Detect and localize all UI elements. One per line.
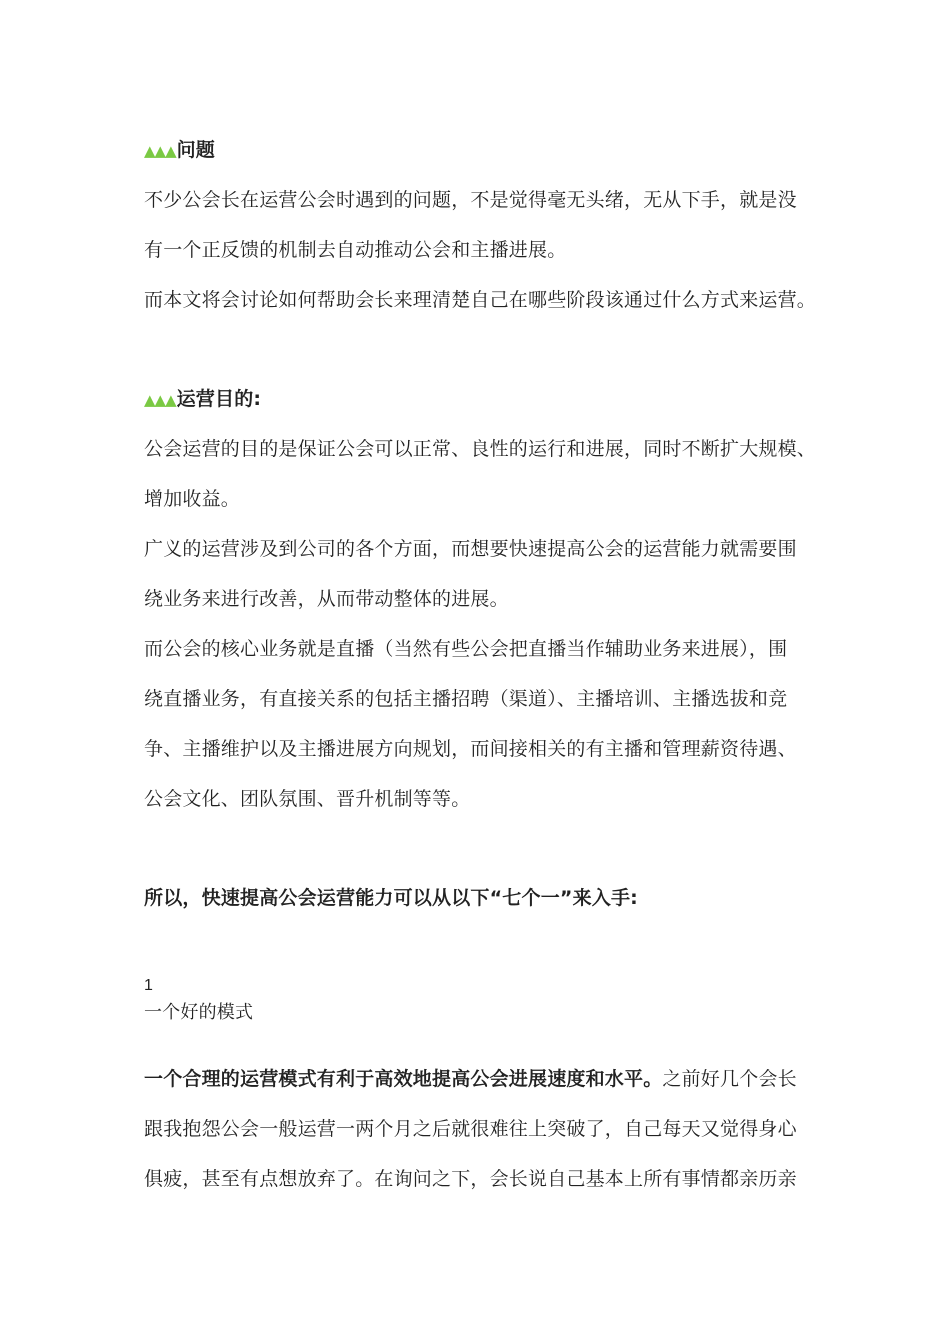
section-heading-goal bbox=[144, 386, 261, 413]
summary-heading: 所以，快速提高公会运营能力可以从以下“七个一”来入手: bbox=[144, 887, 638, 909]
paragraph-line: 绕直播业务，有直接关系的包括主播招聘（渠道）、主播培训、主播选拔和竞 bbox=[144, 688, 788, 710]
paragraph-line: 俱疲，甚至有点想放弃了。在询问之下，会长说自己基本上所有事情都亲历亲 bbox=[144, 1168, 797, 1190]
item-lead-rest: 之前好几个会长 bbox=[662, 1068, 797, 1090]
section-title: 运营目的: bbox=[176, 388, 262, 410]
paragraph-line: 而本文将会讨论如何帮助会长来理清楚自己在哪些阶段该通过什么方式来运营。 bbox=[144, 289, 817, 311]
paragraph-line: 不少公会长在运营公会时遇到的问题，不是觉得毫无头绪，无从下手，就是没 bbox=[144, 189, 797, 211]
triangle-marker-icon: ▲▲▲ bbox=[144, 142, 176, 160]
section-title: 问题 bbox=[176, 139, 216, 161]
paragraph-line: 有一个正反馈的机制去自动推动公会和主播进展。 bbox=[144, 239, 567, 261]
paragraph-line: 公会文化、团队氛围、晋升机制等等。 bbox=[144, 788, 471, 810]
paragraph-line: 增加收益。 bbox=[144, 488, 241, 510]
triangle-marker-icon: ▲▲▲ bbox=[144, 391, 176, 409]
paragraph-line: 广义的运营涉及到公司的各个方面，而想要快速提高公会的运营能力就需要围 bbox=[144, 538, 797, 560]
item-lead-bold: 一个合理的运营模式有利于高效地提高公会进展速度和水平。 bbox=[144, 1068, 663, 1090]
paragraph-line: 绕业务来进行改善，从而带动整体的进展。 bbox=[144, 588, 509, 610]
item-number: 1 bbox=[144, 977, 154, 994]
section-heading-problem bbox=[144, 137, 215, 164]
item-title: 一个好的模式 bbox=[144, 1002, 254, 1023]
paragraph-line: 跟我抱怨公会一般运营一两个月之后就很难往上突破了，自己每天又觉得身心 bbox=[144, 1118, 797, 1140]
paragraph-line: 争、主播维护以及主播进展方向规划，而间接相关的有主播和管理薪资待遇、 bbox=[144, 738, 797, 760]
paragraph-line: 而公会的核心业务就是直播（当然有些公会把直播当作辅助业务来进展），围 bbox=[144, 638, 788, 660]
paragraph-line: 公会运营的目的是保证公会可以正常、良性的运行和进展，同时不断扩大规模、 bbox=[144, 438, 817, 460]
item-lead-line bbox=[144, 1066, 797, 1092]
